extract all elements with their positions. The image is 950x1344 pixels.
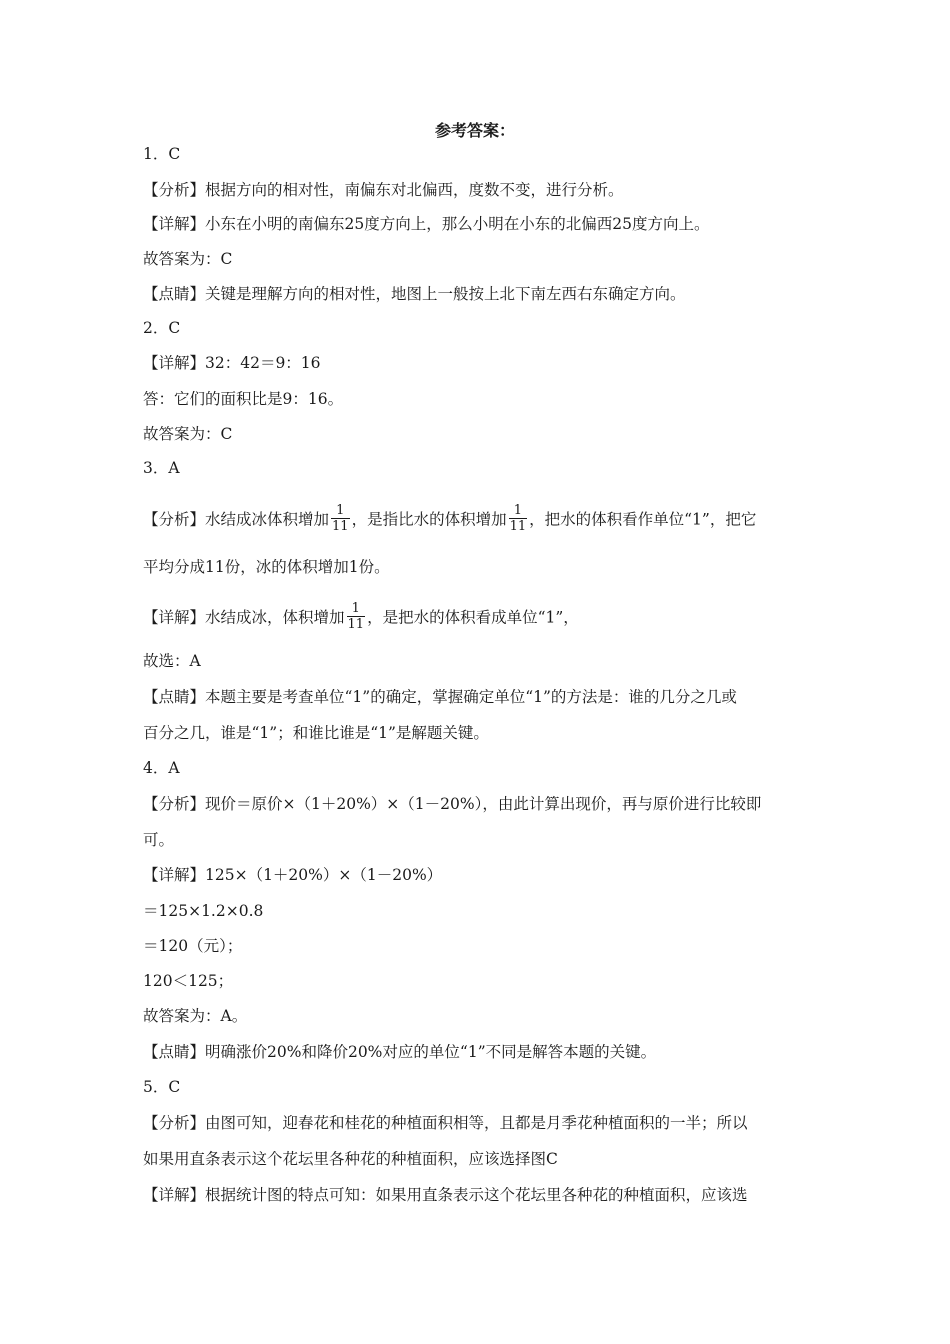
q2-reply: 答：它们的面积比是9：16。 — [143, 390, 344, 408]
fraction-numerator: 1 — [347, 601, 366, 617]
q4-step2: ＝120（元）； — [143, 937, 243, 955]
q5-answer: 5．C — [143, 1078, 181, 1096]
q4-detail: 【详解】125×（1＋20%）×（1－20%） — [143, 866, 443, 884]
q2-detail: 【详解】32：42＝9：16 — [143, 354, 321, 372]
page-title: 参考答案： — [434, 121, 515, 140]
q3-detail-b: ，是把水的体积看成单位“1”， — [367, 608, 579, 627]
q3-detail-a: 【详解】水结成冰，体积增加 — [143, 608, 345, 627]
q4-answer: 4．A — [143, 759, 180, 777]
q3-analysis-b: ，是指比水的体积增加 — [351, 510, 507, 529]
q4-analysis-line2: 可。 — [143, 831, 175, 849]
q3-analysis-a: 【分析】水结成冰体积增加 — [143, 510, 330, 529]
q4-step1: ＝125×1.2×0.8 — [143, 902, 264, 920]
fraction-denominator: 11 — [347, 617, 365, 632]
q1-comment: 【点睛】关键是理解方向的相对性，地图上一般按上北下南左西右东确定方向。 — [143, 285, 686, 303]
q2-answer: 2．C — [143, 319, 181, 337]
q3-analysis — [143, 505, 813, 536]
fraction-one-eleventh — [347, 601, 366, 632]
q1-detail: 【详解】小东在小明的南偏东25度方向上，那么小明在小东的北偏西25度方向上。 — [143, 215, 710, 233]
q3-analysis-line2: 平均分成11份，冰的体积增加1份。 — [143, 558, 390, 576]
fraction-numerator: 1 — [509, 503, 528, 519]
q5-analysis-line1: 【分析】由图可知，迎春花和桂花的种植面积相等，且都是月季花种植面积的一半；所以 — [143, 1114, 748, 1132]
q1-answer: 1．C — [143, 145, 181, 163]
q1-conclusion: 故答案为：C — [143, 250, 233, 268]
q4-analysis-line1: 【分析】现价＝原价×（1＋20%）×（1－20%），由此计算出现价，再与原价进行比较即 — [143, 795, 762, 813]
q5-detail: 【详解】根据统计图的特点可知：如果用直条表示这个花坛里各种花的种植面积，应该选 — [143, 1186, 748, 1204]
q3-analysis-c: ，把水的体积看作单位“1”，把它 — [529, 510, 757, 529]
fraction-one-eleventh — [509, 503, 528, 534]
q3-comment-line2: 百分之几，谁是“1”；和谁比谁是“1”是解题关键。 — [143, 724, 489, 742]
q4-step3: 120＜125； — [143, 972, 234, 990]
q3-conclusion: 故选：A — [143, 652, 201, 670]
q3-comment-line1: 【点睛】本题主要是考查单位“1”的确定，掌握确定单位“1”的方法是：谁的几分之几或 — [143, 688, 737, 706]
fraction-numerator: 1 — [331, 503, 350, 519]
fraction-one-eleventh — [331, 503, 350, 534]
q4-comment: 【点睛】明确涨价20%和降价20%对应的单位“1”不同是解答本题的关键。 — [143, 1043, 657, 1061]
q5-analysis-line2: 如果用直条表示这个花坛里各种花的种植面积，应该选择图C — [143, 1150, 558, 1168]
q4-conclusion: 故答案为：A。 — [143, 1007, 248, 1025]
fraction-denominator: 11 — [509, 519, 527, 534]
q1-analysis: 【分析】根据方向的相对性，南偏东对北偏西，度数不变，进行分析。 — [143, 181, 624, 199]
q3-answer: 3．A — [143, 459, 180, 477]
fraction-denominator: 11 — [332, 519, 349, 534]
q2-conclusion: 故答案为：C — [143, 425, 233, 443]
q3-detail — [143, 603, 813, 634]
